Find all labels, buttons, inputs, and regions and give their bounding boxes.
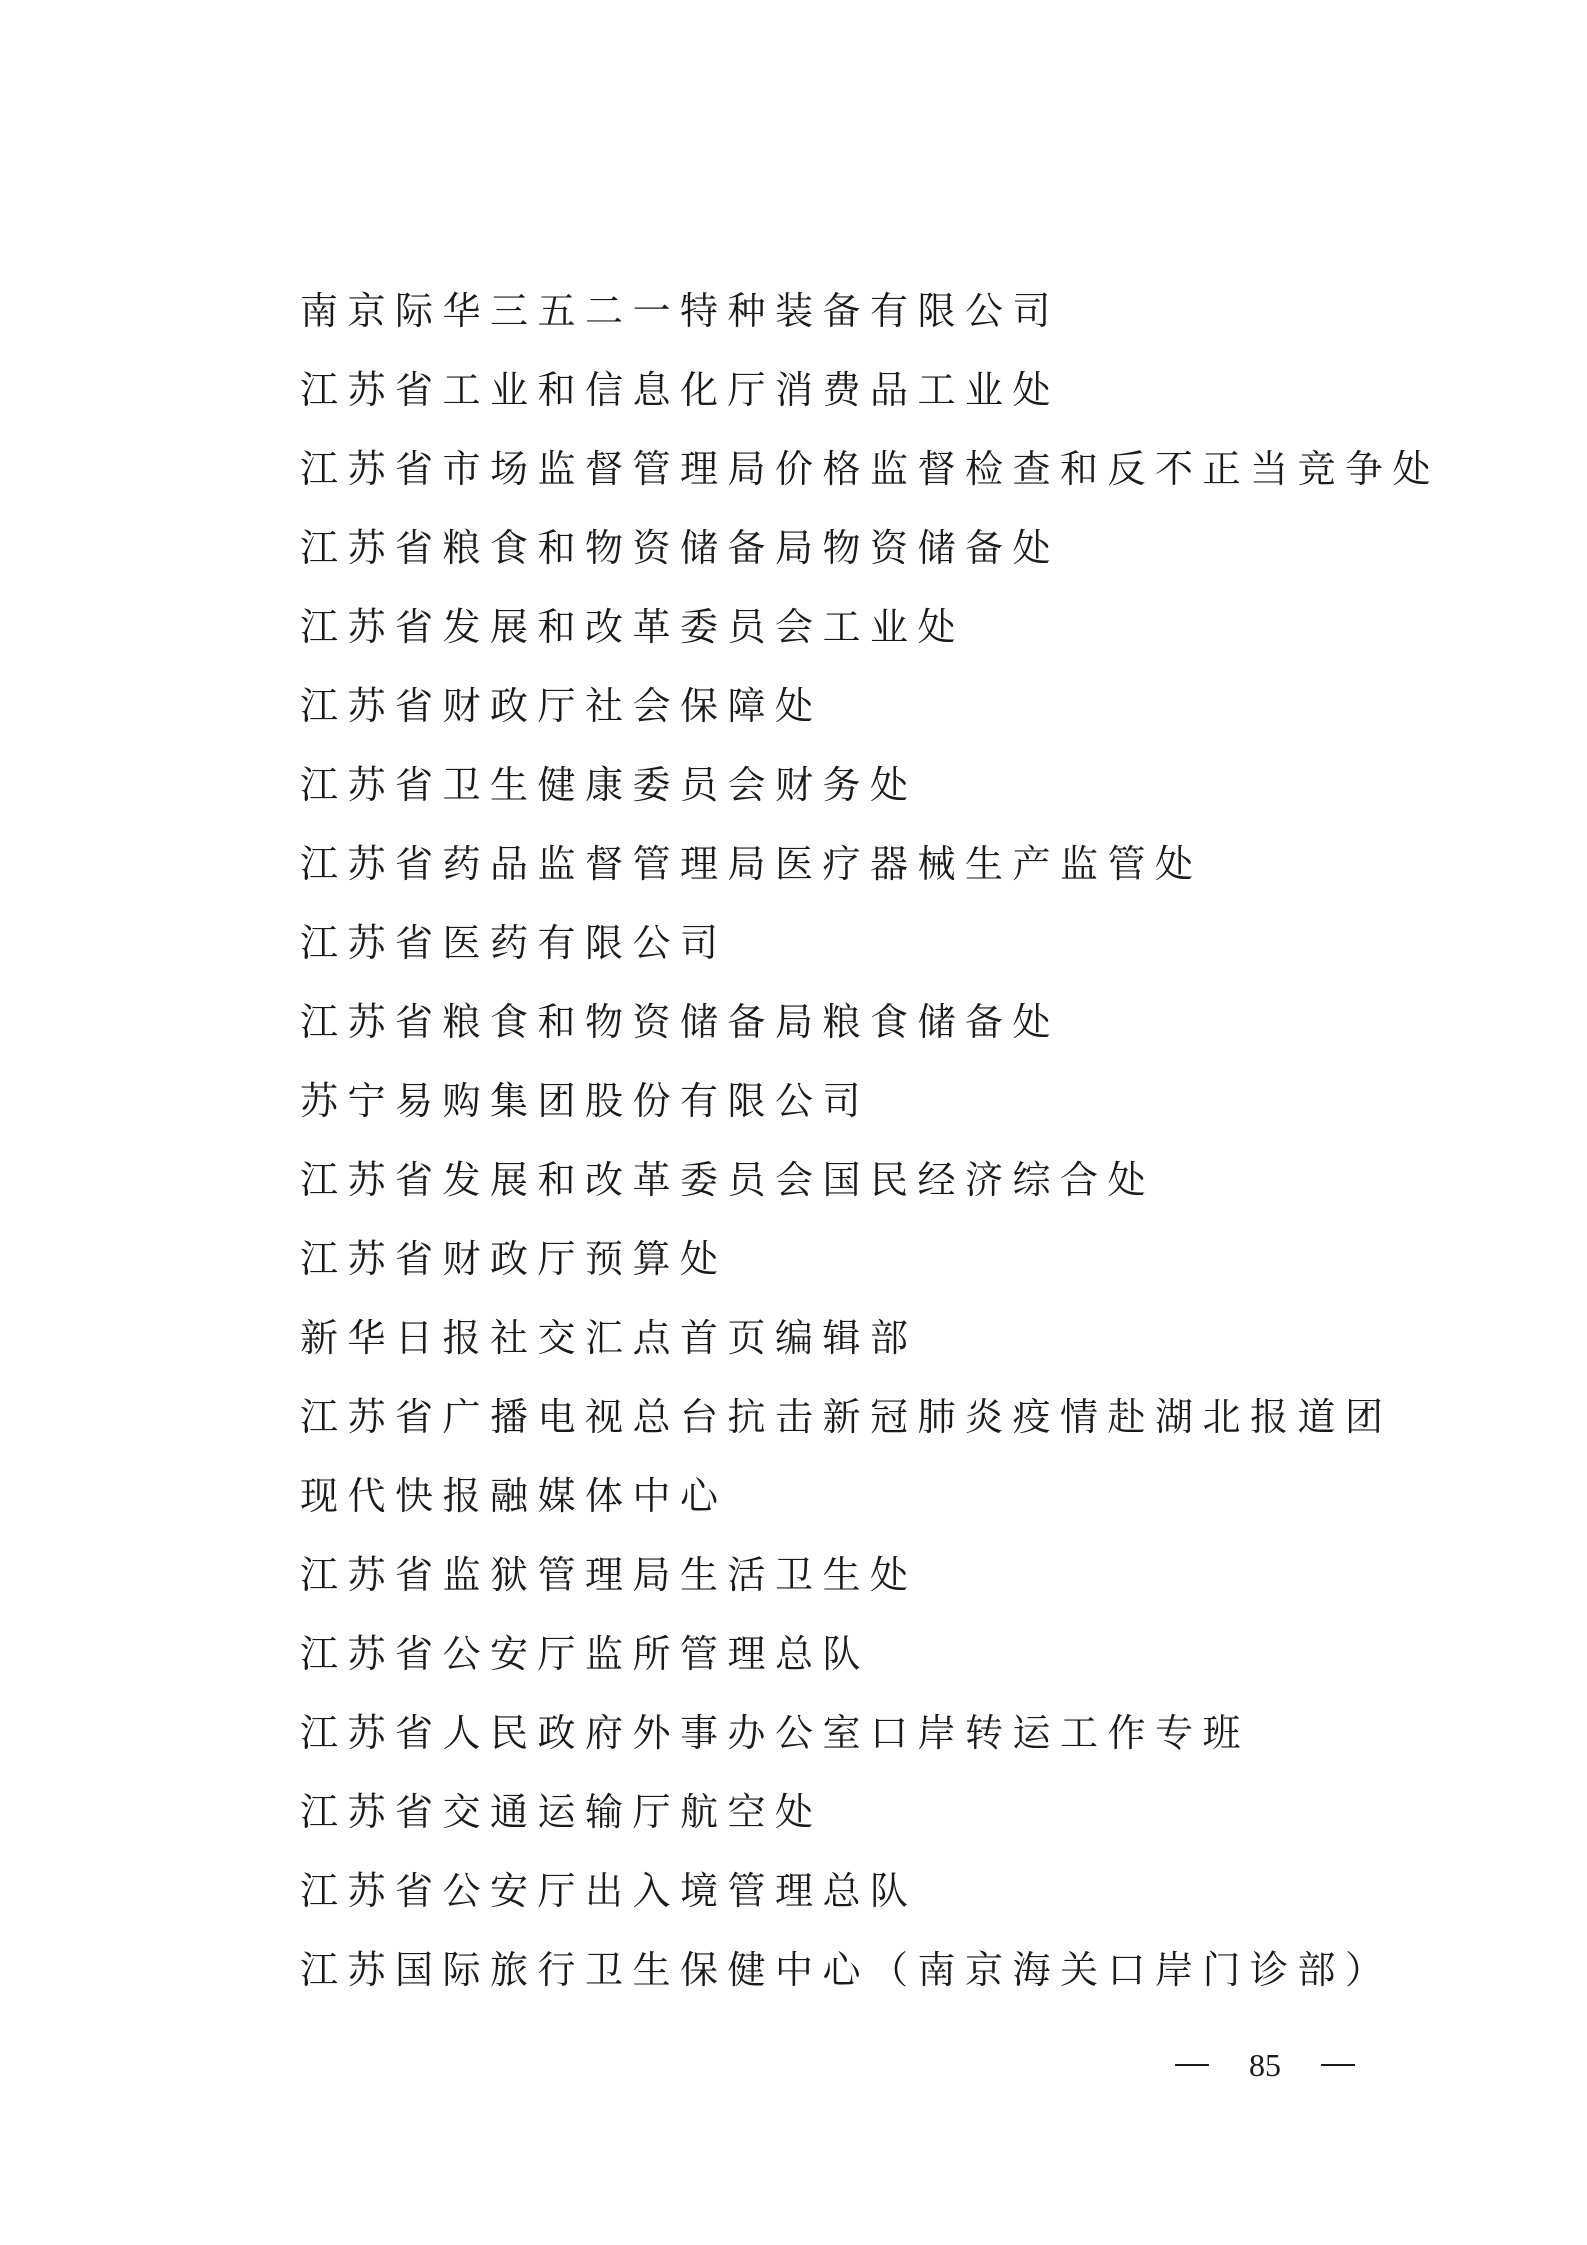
- list-item: 南京际华三五二一特种装备有限公司: [300, 289, 1061, 333]
- organization-list: [300, 285, 1441, 2023]
- list-item: 江苏省财政厅社会保障处: [300, 684, 823, 728]
- list-item: 江苏省医药有限公司: [300, 921, 728, 965]
- right-dash: [1321, 2064, 1355, 2066]
- list-item: 苏宁易购集团股份有限公司: [300, 1079, 871, 1123]
- list-item: 江苏省药品监督管理局医疗器械生产监管处: [300, 842, 1203, 886]
- list-item: 江苏国际旅行卫生保健中心（南京海关口岸门诊部）: [300, 1948, 1393, 1992]
- list-item: 江苏省交通运输厅航空处: [300, 1790, 823, 1834]
- list-item: 江苏省工业和信息化厅消费品工业处: [300, 368, 1061, 412]
- list-item: 江苏省监狱管理局生活卫生处: [300, 1553, 918, 1597]
- list-item: 江苏省财政厅预算处: [300, 1237, 728, 1281]
- list-item: 江苏省卫生健康委员会财务处: [300, 763, 918, 807]
- list-item: 新华日报社交汇点首页编辑部: [300, 1316, 918, 1360]
- list-item: 江苏省粮食和物资储备局物资储备处: [300, 526, 1061, 570]
- list-item: 江苏省粮食和物资储备局粮食储备处: [300, 1000, 1061, 1044]
- page-footer: [1175, 2040, 1355, 2090]
- list-item: 江苏省市场监督管理局价格监督检查和反不正当竞争处: [300, 447, 1441, 491]
- list-item: 江苏省发展和改革委员会国民经济综合处: [300, 1158, 1156, 1202]
- page-number: 85: [1249, 2046, 1281, 2083]
- left-dash: [1175, 2064, 1209, 2066]
- list-item: 江苏省发展和改革委员会工业处: [300, 605, 966, 649]
- list-item: 江苏省公安厅监所管理总队: [300, 1632, 871, 1676]
- list-item: 江苏省公安厅出入境管理总队: [300, 1869, 918, 1913]
- list-item: 江苏省人民政府外事办公室口岸转运工作专班: [300, 1711, 1251, 1755]
- list-item: 江苏省广播电视总台抗击新冠肺炎疫情赴湖北报道团: [300, 1395, 1393, 1439]
- list-item: 现代快报融媒体中心: [300, 1474, 728, 1518]
